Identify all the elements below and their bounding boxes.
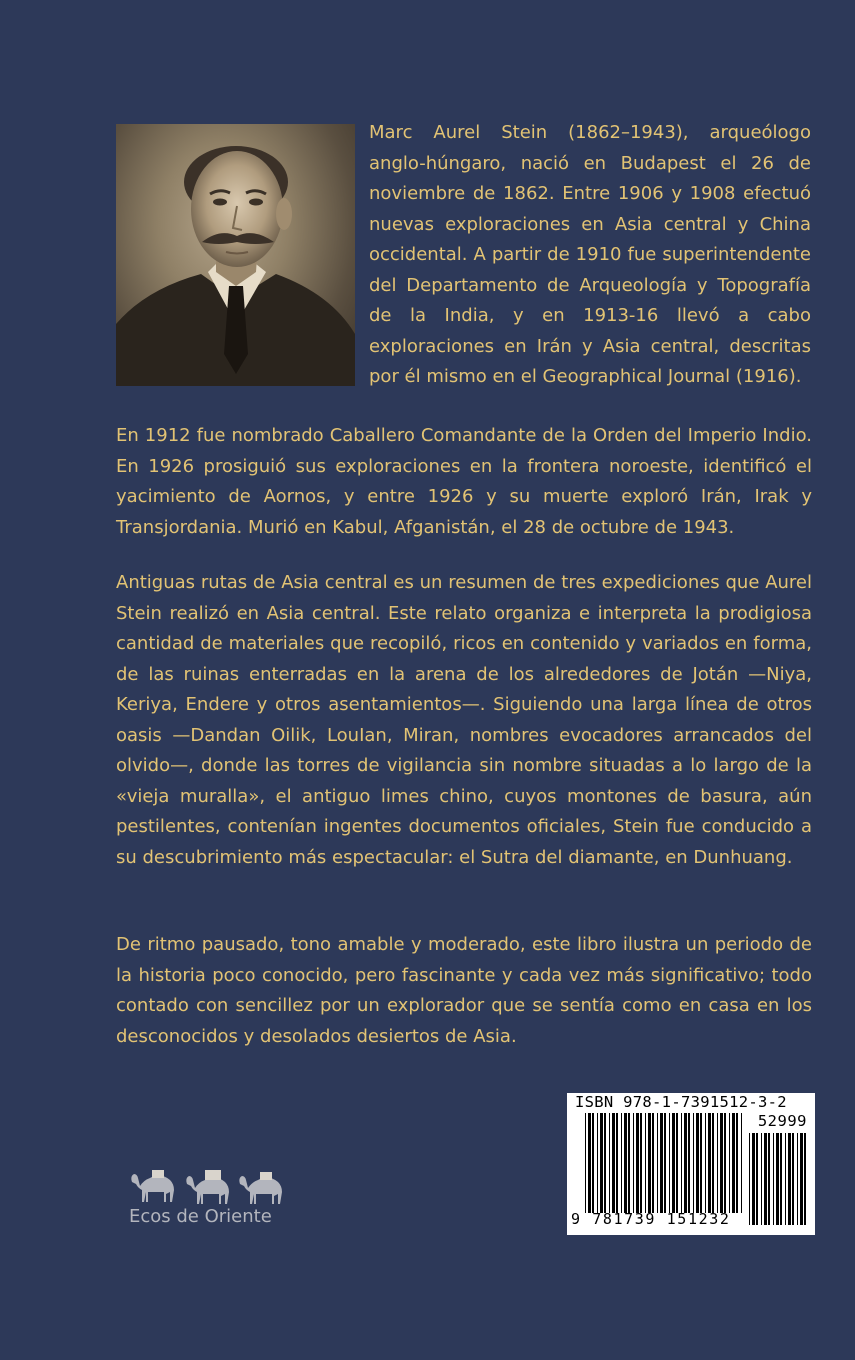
bio-paragraph-1: Marc Aurel Stein (1862–1943), arqueólogo anglo-húngaro, nació en Budapest el 26 de noviembre de 1862. Entre 1906 y 1908 efectuó nuevas exploraciones en Asia central y China occidental. A partir de 1910 fue superintendente del Departamento de Arqueología y Topografía de la India, y en 1913-16 llevó a cabo exploraciones en Irán y Asia central, descritas por él mismo en el Geographical Journal (1916). — [369, 122, 811, 387]
portrait-photo-icon — [116, 124, 355, 386]
publisher-name: Ecos de Oriente — [129, 1206, 272, 1227]
author-photo — [116, 124, 355, 386]
closing-paragraph: De ritmo pausado, tono amable y moderado, este libro ilustra un periodo de la historia poco conocido, pero fascinante y cada vez más significativo; todo contado con sencillez por un explorador que se sentía como en casa en los desconocidos y desolados desiertos de Asia. — [116, 934, 812, 1047]
ean-digits: 9 781739 151232 — [571, 1210, 731, 1228]
barcode — [567, 1093, 815, 1235]
summary-paragraph: Antiguas rutas de Asia central es un resumen de tres expediciones que Aurel Stein realizó en Asia central. Este relato organiza e interpreta la prodigiosa cantidad de materiales que recopiló, ricos en contenido y variados en forma, de las ruinas enterradas en la arena de los alrededores de Jotán —Niya, Keriya, Endere y otros asentamientos—. Siguiendo una larga línea de otros oasis —Dandan Oilik, LouIan, Miran, nombres evocadores arrancados del olvido—, donde las torres de vigilancia sin nombre situadas a lo largo de la «vieja muralla», el antiguo limes chino, cuyos montones de basura, aún pestilentes, contenían ingentes documentos oficiales, Stein fue conducido a su descubrimiento más espectacular: el Sutra del diamante, en Dunhuang. — [116, 572, 812, 868]
isbn-label: ISBN 978-1-7391512-3-2 — [575, 1093, 787, 1111]
price-code: 52999 — [757, 1112, 807, 1130]
bio-paragraph-2: En 1912 fue nombrado Caballero Comandante de la Orden del Imperio Indio. En 1926 prosiguió sus exploraciones en la frontera noroeste, identificó el yacimiento de Aornos, y entre 1926 y su muerte exploró Irán, Irak y Transjordania. Murió en Kabul, Afganistán, el 28 de octubre de 1943. — [116, 425, 812, 538]
